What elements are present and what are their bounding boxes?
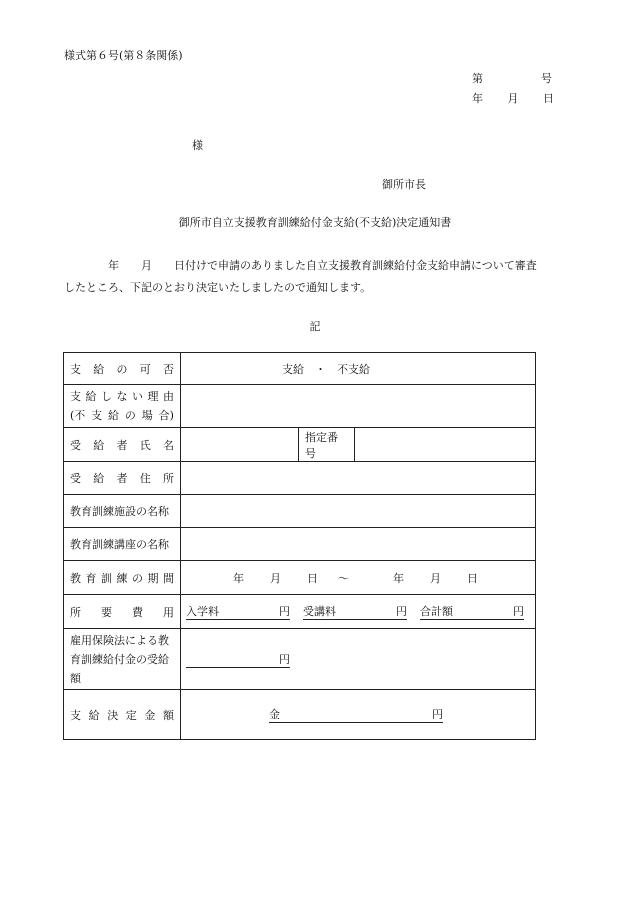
number-prefix: 第 xyxy=(472,72,483,85)
training-facility-label: 教育訓練施設の名称 xyxy=(70,505,169,518)
employment-insurance-benefit-label: 雇用保険法による教育訓練給付金の受給額 xyxy=(70,633,169,685)
total-fee-label: 合計額 xyxy=(420,605,453,618)
training-facility-field[interactable] xyxy=(181,495,536,528)
period-start-year: 年 xyxy=(233,571,244,585)
training-period-field[interactable] xyxy=(181,561,536,595)
admission-fee-yen: 円 xyxy=(279,605,290,618)
required-cost-label: 所 要 費 用 xyxy=(70,605,174,619)
tuition-fee-yen: 円 xyxy=(396,605,407,618)
table-row xyxy=(64,428,536,462)
admission-fee-field[interactable] xyxy=(186,603,290,620)
decided-amount-kin: 金 xyxy=(269,708,280,721)
period-tilde: ～ xyxy=(338,571,349,585)
issue-day: 日 xyxy=(543,92,554,105)
recipient-name-label: 受 給 者 氏 名 xyxy=(70,438,174,452)
benefit-amount-yen: 円 xyxy=(279,652,290,666)
issue-month: 月 xyxy=(507,92,519,105)
table-row xyxy=(64,462,536,495)
period-start-day: 日 xyxy=(307,571,318,585)
document-title: 御所市自立支援教育訓練給付金支給(不支給)決定通知書 xyxy=(178,216,452,229)
table-row xyxy=(64,528,536,561)
issue-date-line xyxy=(472,90,554,106)
decided-amount-label: 支 給 決 定 金 額 xyxy=(70,708,174,722)
total-fee-field[interactable] xyxy=(420,603,524,620)
training-course-label: 教育訓練講座の名称 xyxy=(70,538,169,551)
period-end-year: 年 xyxy=(393,571,404,585)
admission-fee-label: 入学料 xyxy=(186,605,219,618)
employment-insurance-benefit-field[interactable] xyxy=(181,629,536,690)
issue-year: 年 xyxy=(472,92,483,105)
decision-table xyxy=(63,352,536,740)
designation-number-field[interactable] xyxy=(355,428,536,462)
payment-eligibility-options[interactable]: 支給 ・ 不支給 xyxy=(282,362,370,376)
ki-heading: 記 xyxy=(309,320,321,333)
required-cost-field[interactable] xyxy=(181,595,536,629)
table-row xyxy=(64,629,536,690)
decided-amount-yen: 円 xyxy=(432,708,443,721)
recipient-address-label: 受 給 者 住 所 xyxy=(70,472,174,485)
body-year: 年 xyxy=(108,259,119,272)
table-row xyxy=(64,385,536,428)
designation-number-label: 指定番号 xyxy=(305,430,338,460)
table-row xyxy=(64,561,536,595)
table-row xyxy=(64,595,536,629)
training-course-field[interactable] xyxy=(181,528,536,561)
period-start-month: 月 xyxy=(270,571,281,585)
non-payment-reason-field[interactable] xyxy=(181,385,536,428)
form-number: 様式第６号(第８条関係) xyxy=(64,49,183,62)
period-end-month: 月 xyxy=(430,571,441,585)
period-end-day: 日 xyxy=(467,571,478,585)
number-suffix: 号 xyxy=(541,72,552,85)
total-fee-yen: 円 xyxy=(513,605,524,618)
decided-amount-field[interactable] xyxy=(181,690,536,740)
tuition-fee-field[interactable] xyxy=(303,603,407,620)
addressee-suffix: 様 xyxy=(192,139,203,152)
non-payment-reason-sublabel: (不 支 給 の 場 合) xyxy=(70,409,174,422)
issuer-name: 御所市長 xyxy=(382,178,426,191)
recipient-address-field[interactable] xyxy=(181,462,536,495)
recipient-name-field[interactable] xyxy=(181,428,299,462)
table-row xyxy=(64,690,536,740)
notice-body xyxy=(64,255,540,299)
payment-eligibility-label: 支 給 の 可 否 xyxy=(70,362,174,376)
body-month: 月 xyxy=(141,259,152,272)
document-number-line xyxy=(472,70,552,86)
table-row xyxy=(64,353,536,385)
benefit-amount-line[interactable] xyxy=(186,651,290,668)
training-period-label: 教 育 訓 練 の 期 間 xyxy=(70,571,174,585)
body-text: 日付けで申請のありました自立支援教育訓練給付金支給申請について審査したところ、下記のとおり決定いたしましたので通知します。 xyxy=(64,259,537,294)
table-row xyxy=(64,495,536,528)
tuition-fee-label: 受講料 xyxy=(303,605,336,618)
decided-amount-line[interactable] xyxy=(269,706,443,723)
non-payment-reason-label: 支 給 し な い 理 由 xyxy=(70,390,174,403)
